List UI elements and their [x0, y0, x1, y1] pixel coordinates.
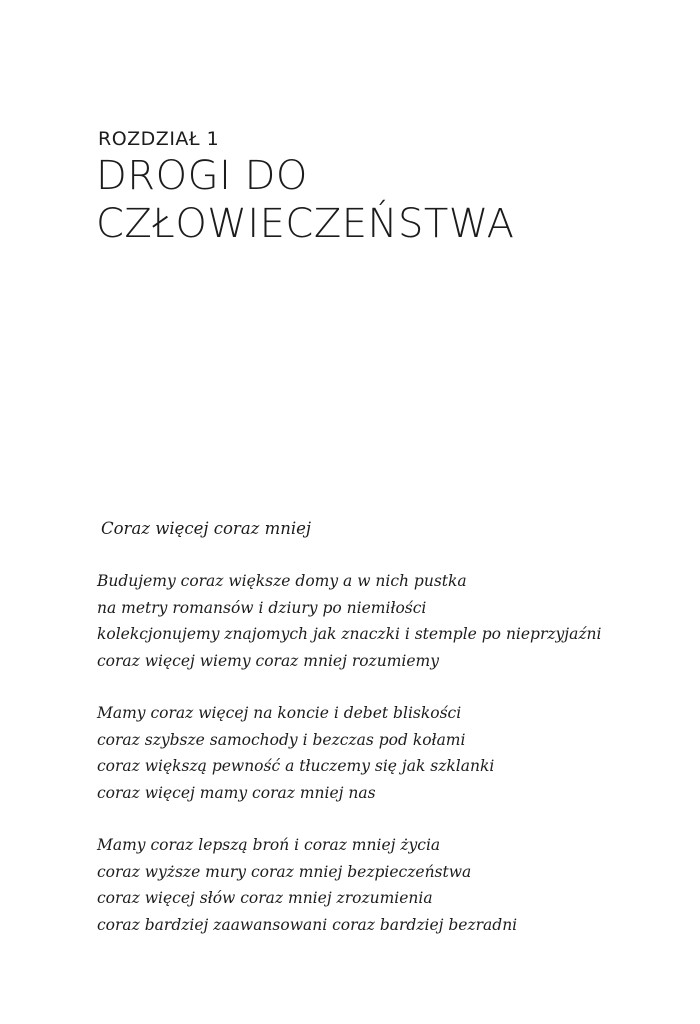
- poem-line: coraz większą pewność a tłuczemy się jak szklanki: [97, 757, 495, 775]
- chapter-title-line-1: DROGI DO: [96, 153, 308, 199]
- poem-title: Coraz więcej coraz mniej: [101, 519, 312, 538]
- poem-line: Budujemy coraz większe domy a w nich pustka: [97, 572, 467, 590]
- poem-line: coraz więcej słów coraz mniej zrozumienia: [97, 889, 433, 907]
- chapter-label: ROZDZIAŁ 1: [98, 128, 220, 150]
- poem-line: kolekcjonujemy znajomych jak znaczki i stemple po nieprzyjaźni: [97, 625, 602, 643]
- poem: [97, 516, 657, 938]
- poem-line: na metry romansów i dziury po niemiłości: [97, 598, 427, 617]
- poem-line: coraz wyższe mury coraz mniej bezpieczeństwa: [97, 862, 472, 881]
- poem-line: coraz więcej wiemy coraz mniej rozumiemy: [97, 651, 439, 670]
- poem-stanza-1: [97, 568, 657, 674]
- chapter-title-line-2: CZŁOWIECZEŃSTWA: [96, 201, 515, 247]
- poem-stanza-2: [97, 700, 657, 806]
- poem-line: Mamy coraz lepszą broń i coraz mniej życia: [97, 836, 441, 854]
- poem-line: coraz więcej mamy coraz mniej nas: [97, 783, 376, 802]
- chapter-title: [96, 152, 515, 248]
- poem-line: coraz bardziej zaawansowani coraz bardziej bezradni: [97, 915, 518, 934]
- poem-stanza-3: [97, 832, 657, 938]
- poem-line: coraz szybsze samochody i bezczas pod kołami: [97, 730, 466, 749]
- poem-line: Mamy coraz więcej na koncie i debet bliskości: [97, 704, 462, 722]
